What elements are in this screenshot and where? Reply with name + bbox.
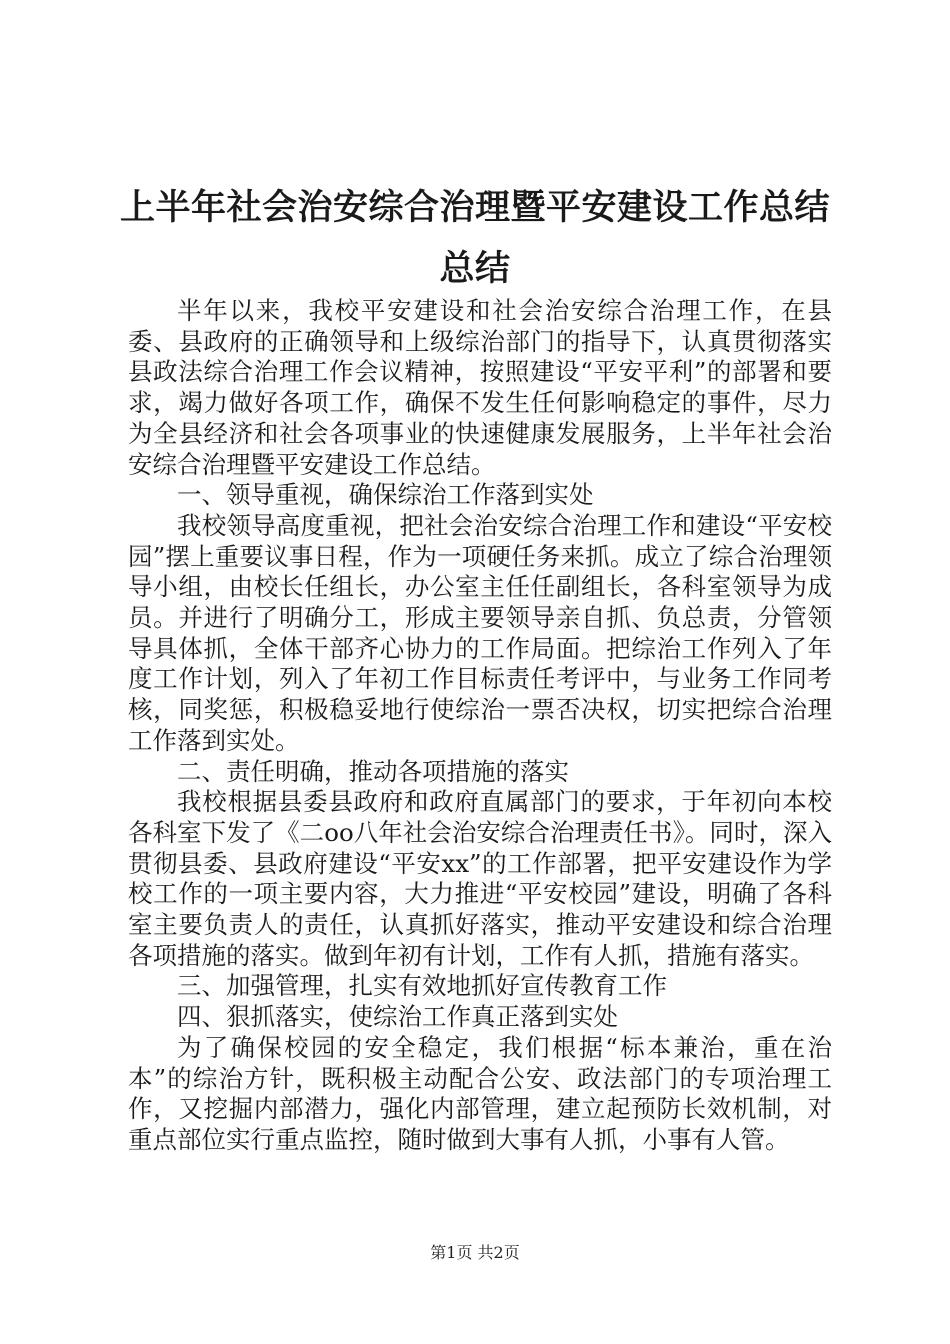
section-heading-3: 三、加强管理，扎实有效地抓好宣传教育工作	[177, 971, 667, 1001]
document-title-continued: 总结	[439, 249, 511, 289]
intro-paragraph: 半年以来，我校平安建设和社会治安综合治理工作，在县委、县政府的正确领导和上级综治部门的指导下，认真贯彻落实县政法综合治理工作会议精神，按照建设“平安平利”的部署和要求，竭力做好各项工作，确保不发生任何影响稳定的事件，尽力为全县经济和社会各项事业的快速健康发展服务，上半年社会治安综合治理暨平安建设工作总结。	[128, 296, 832, 479]
section-heading-4: 四、狠抓落实，使综治工作真正落到实处	[177, 1002, 618, 1032]
section-paragraph-4: 为了确保校园的安全稳定，我们根据“标本兼治，重在治本”的综治方针，既积极主动配合公安、政法部门的专项治理工作，又挖掘内部潜力，强化内部管理，建立起预防长效机制，对重点部位实行重点监控，随时做到大事有人抓，小事有人管。	[128, 1032, 832, 1154]
section-heading-2: 二、责任明确，推动各项措施的落实	[177, 756, 569, 786]
section-heading-1: 一、领导重视，确保综治工作落到实处	[177, 480, 594, 510]
page-number-footer: 第1页 共2页	[430, 1243, 520, 1262]
document-title: 上半年社会治安综合治理暨平安建设工作总结	[119, 188, 830, 228]
document-body	[128, 296, 832, 1156]
section-paragraph-1: 我校领导高度重视，把社会治安综合治理工作和建设“平安校园”摆上重要议事日程，作为一项硬任务来抓。成立了综合治理领导小组，由校长任组长，办公室主任任副组长，各科室领导为成员。并进行了明确分工，形成主要领导亲自抓、负总责，分管领导具体抓，全体干部齐心协力的工作局面。把综治工作列入了年度工作计划，列入了年初工作目标责任考评中，与业务工作同考核，同奖惩，积极稳妥地行使综治一票否决权，切实把综合治理工作落到实处。	[128, 510, 832, 755]
section-paragraph-2: 我校根据县委县政府和政府直属部门的要求，于年初向本校各科室下发了《二oo八年社会治安综合治理责任书》。同时，深入贯彻县委、县政府建设“平安xx”的工作部署，把平安建设作为学校工作的一项主要内容，大力推进“平安校园”建设，明确了各科室主要负责人的责任，认真抓好落实，推动平安建设和综合治理各项措施的落实。做到年初有计划，工作有人抓，措施有落实。	[128, 787, 832, 970]
